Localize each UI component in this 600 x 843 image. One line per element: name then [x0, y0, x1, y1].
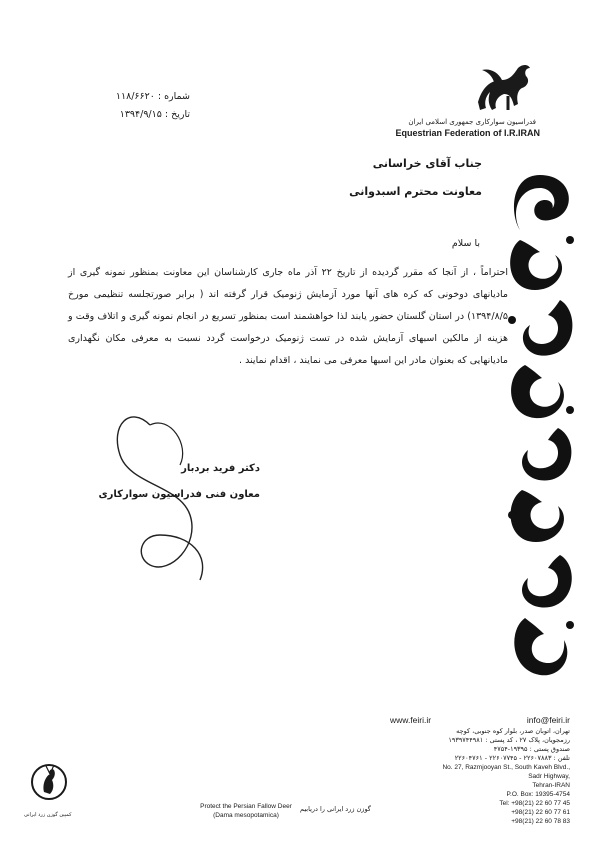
campaign-text-persian: گوزن زرد ایرانی را دریابیم	[300, 805, 371, 813]
addressee-block	[349, 150, 482, 206]
addressee-title: معاونت محترم اسبدوانی	[349, 185, 482, 198]
footer-contact-block	[390, 716, 570, 826]
org-name-english: Equestrian Federation of I.R.IRAN	[395, 128, 540, 138]
signatory-name: دکتر فرید بردبار	[181, 463, 260, 474]
letter-date: تاریخ : ۱۳۹۴/۹/۱۵	[119, 109, 190, 120]
footer-pobox-en: P.O. Box: 19395-4754	[506, 791, 570, 798]
footer-address-fa-1: تهران، اتوبان صدر، بلوار کوه جنوبی، کوچه	[456, 727, 570, 735]
footer-address-fa-2: رزمجویان، پلاک ۲۷ ، کد پستی : ۱۹۳۹۷۴۴۹۸۱	[448, 736, 570, 744]
fallow-deer-emblem-icon	[30, 762, 68, 812]
signatory-block	[98, 456, 260, 508]
campaign-line-1: Protect the Persian Fallow Deer	[200, 803, 292, 810]
footer-email[interactable]: info@feiri.ir	[526, 715, 570, 725]
footer-phones-fa: تلفن : ۲۲۶۰۷۸۸۳ - ۲۲۶۰۷۷۴۵ - ۲۲۶۰۴۷۶۱	[454, 754, 570, 762]
horse-logo-icon	[468, 58, 538, 116]
footer-tel-3: +98(21) 22 60 78 83	[511, 818, 570, 825]
arabesque-border-ornament	[500, 170, 580, 680]
salutation: با سلام	[451, 238, 480, 249]
footer-address-en-2: Sadr Highway,	[528, 773, 570, 780]
org-name-persian: فدراسیون سوارکاری جمهوری اسلامی ایران	[408, 118, 536, 126]
letter-number: شماره : ۱۱۸/۶۶۲۰	[115, 91, 190, 102]
campaign-text-english	[196, 802, 296, 820]
letter-meta	[80, 88, 190, 124]
deer-campaign-caption: کمپین گوزن زرد ایرانی	[24, 812, 72, 818]
addressee-name: جناب آقای خراسانی	[372, 157, 482, 170]
footer-website[interactable]: www.feiri.ir	[390, 715, 432, 725]
signatory-title: معاون فنی فدراسیون سوارکاری	[98, 489, 260, 500]
footer-tel-2: +98(21) 22 60 77 61	[511, 809, 570, 816]
footer-address-en-1: No. 27, Razmjooyan St., South Kaveh Blvd.,	[442, 764, 570, 771]
footer-pobox-fa: صندوق پستی : ۱۹۳۹۵-۴۷۵۴	[493, 745, 570, 753]
footer-city-en: Tehran-IRAN	[532, 782, 570, 789]
campaign-line-2: (Dama mesopotamica)	[213, 812, 279, 819]
footer-tel-1: Tel: +98(21) 22 60 77 45	[499, 800, 570, 807]
letter-body: احتراماً ، از آنجا که مقرر گردیده از تاریخ ۲۲ آذر ماه جاری کارشناسان این معاونت بمنظور نمونه گیری از مادیانهای دوخونی که کره های آنها مورد آزمایش ژنومیک قرار گرفته اند ( برابر صورتجلسه تنظیمی مورخ ۱۳۹۴/۸/۵) در استان گلستان حضور یابند لذا خواهشمند است بمنظور تسریع در انجام نمونه گیری و اتلاف وقت و هزینه از مالکین اسبهای آزمایش شده در تست ژنومیک درخواست گردد نسبت به معرفی مکان نگهداری مادیانهایی که بعنوان مادر این اسبها معرفی می نمایند ، اقدام نمایند .	[68, 267, 508, 366]
